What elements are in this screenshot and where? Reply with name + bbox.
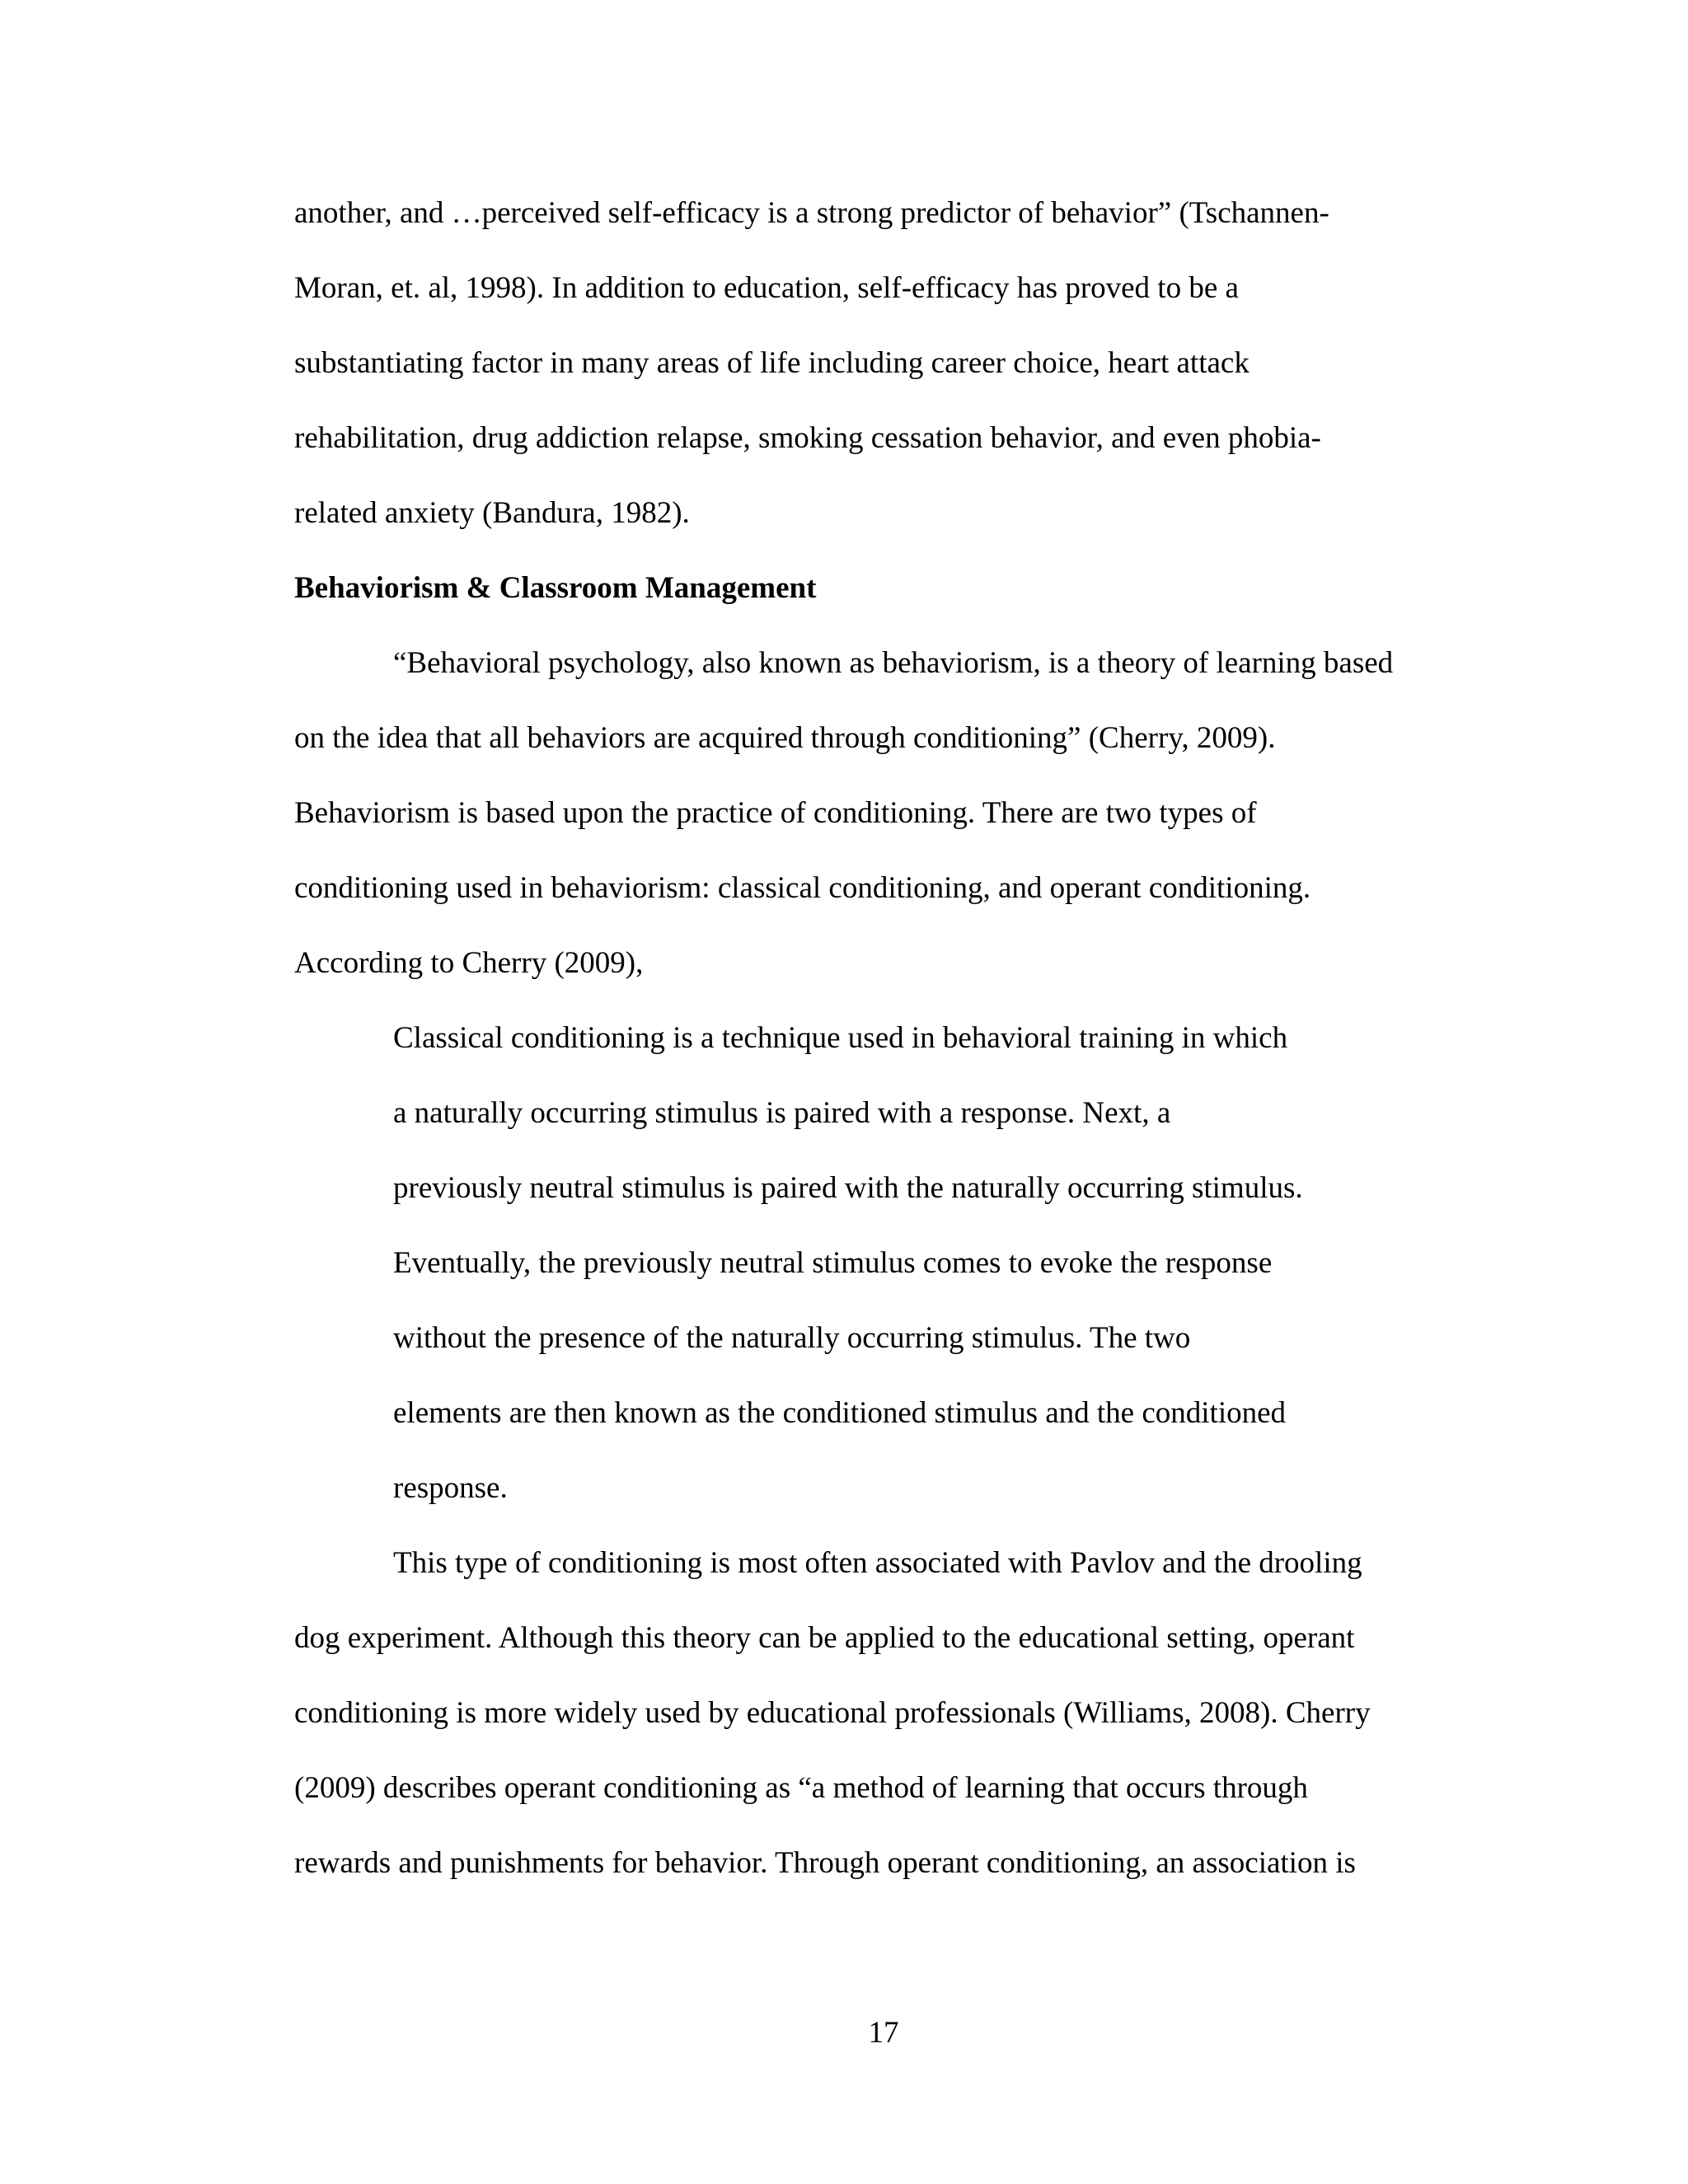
text-line: conditioning used in behaviorism: classical conditioning, and operant conditioning. [294,871,1311,905]
text-line: substantiating factor in many areas of life including career choice, heart attack [294,346,1250,380]
text-line: “Behavioral psychology, also known as behaviorism, is a theory of learning based [393,646,1394,680]
quote-line: without the presence of the naturally occurring stimulus. The two [393,1321,1191,1355]
quote-line: elements are then known as the conditioned stimulus and the conditioned [393,1396,1287,1430]
text-line: rewards and punishments for behavior. Through operant conditioning, an association is [294,1846,1356,1880]
text-line: conditioning is more widely used by educational professionals (Williams, 2008). Cherry [294,1696,1371,1730]
text-line: (2009) describes operant conditioning as “a method of learning that occurs through [294,1771,1308,1805]
quote-line: Eventually, the previously neutral stimulus comes to evoke the response [393,1246,1273,1280]
text-line: rehabilitation, drug addiction relapse, smoking cessation behavior, and even phobia- [294,421,1321,455]
quote-line: a naturally occurring stimulus is paired with a response. Next, a [393,1096,1171,1130]
text-line: dog experiment. Although this theory can be applied to the educational setting, operant [294,1621,1355,1655]
page-number: 17 [868,2016,899,2050]
text-line: related anxiety (Bandura, 1982). [294,496,690,530]
text-line: on the idea that all behaviors are acquired through conditioning” (Cherry, 2009). [294,721,1276,755]
quote-line: Classical conditioning is a technique used in behavioral training in which [393,1021,1288,1055]
quote-line: previously neutral stimulus is paired with the naturally occurring stimulus. [393,1171,1303,1205]
text-line: According to Cherry (2009), [294,946,644,980]
text-line: Moran, et. al, 1998). In addition to education, self-efficacy has proved to be a [294,271,1239,305]
text-line: This type of conditioning is most often associated with Pavlov and the drooling [393,1546,1362,1580]
text-line: Behaviorism is based upon the practice of conditioning. There are two types of [294,796,1257,830]
section-heading: Behaviorism & Classroom Management [294,571,817,605]
text-line: another, and …perceived self-efficacy is a strong predictor of behavior” (Tschannen- [294,196,1329,230]
quote-line: response. [393,1471,508,1505]
